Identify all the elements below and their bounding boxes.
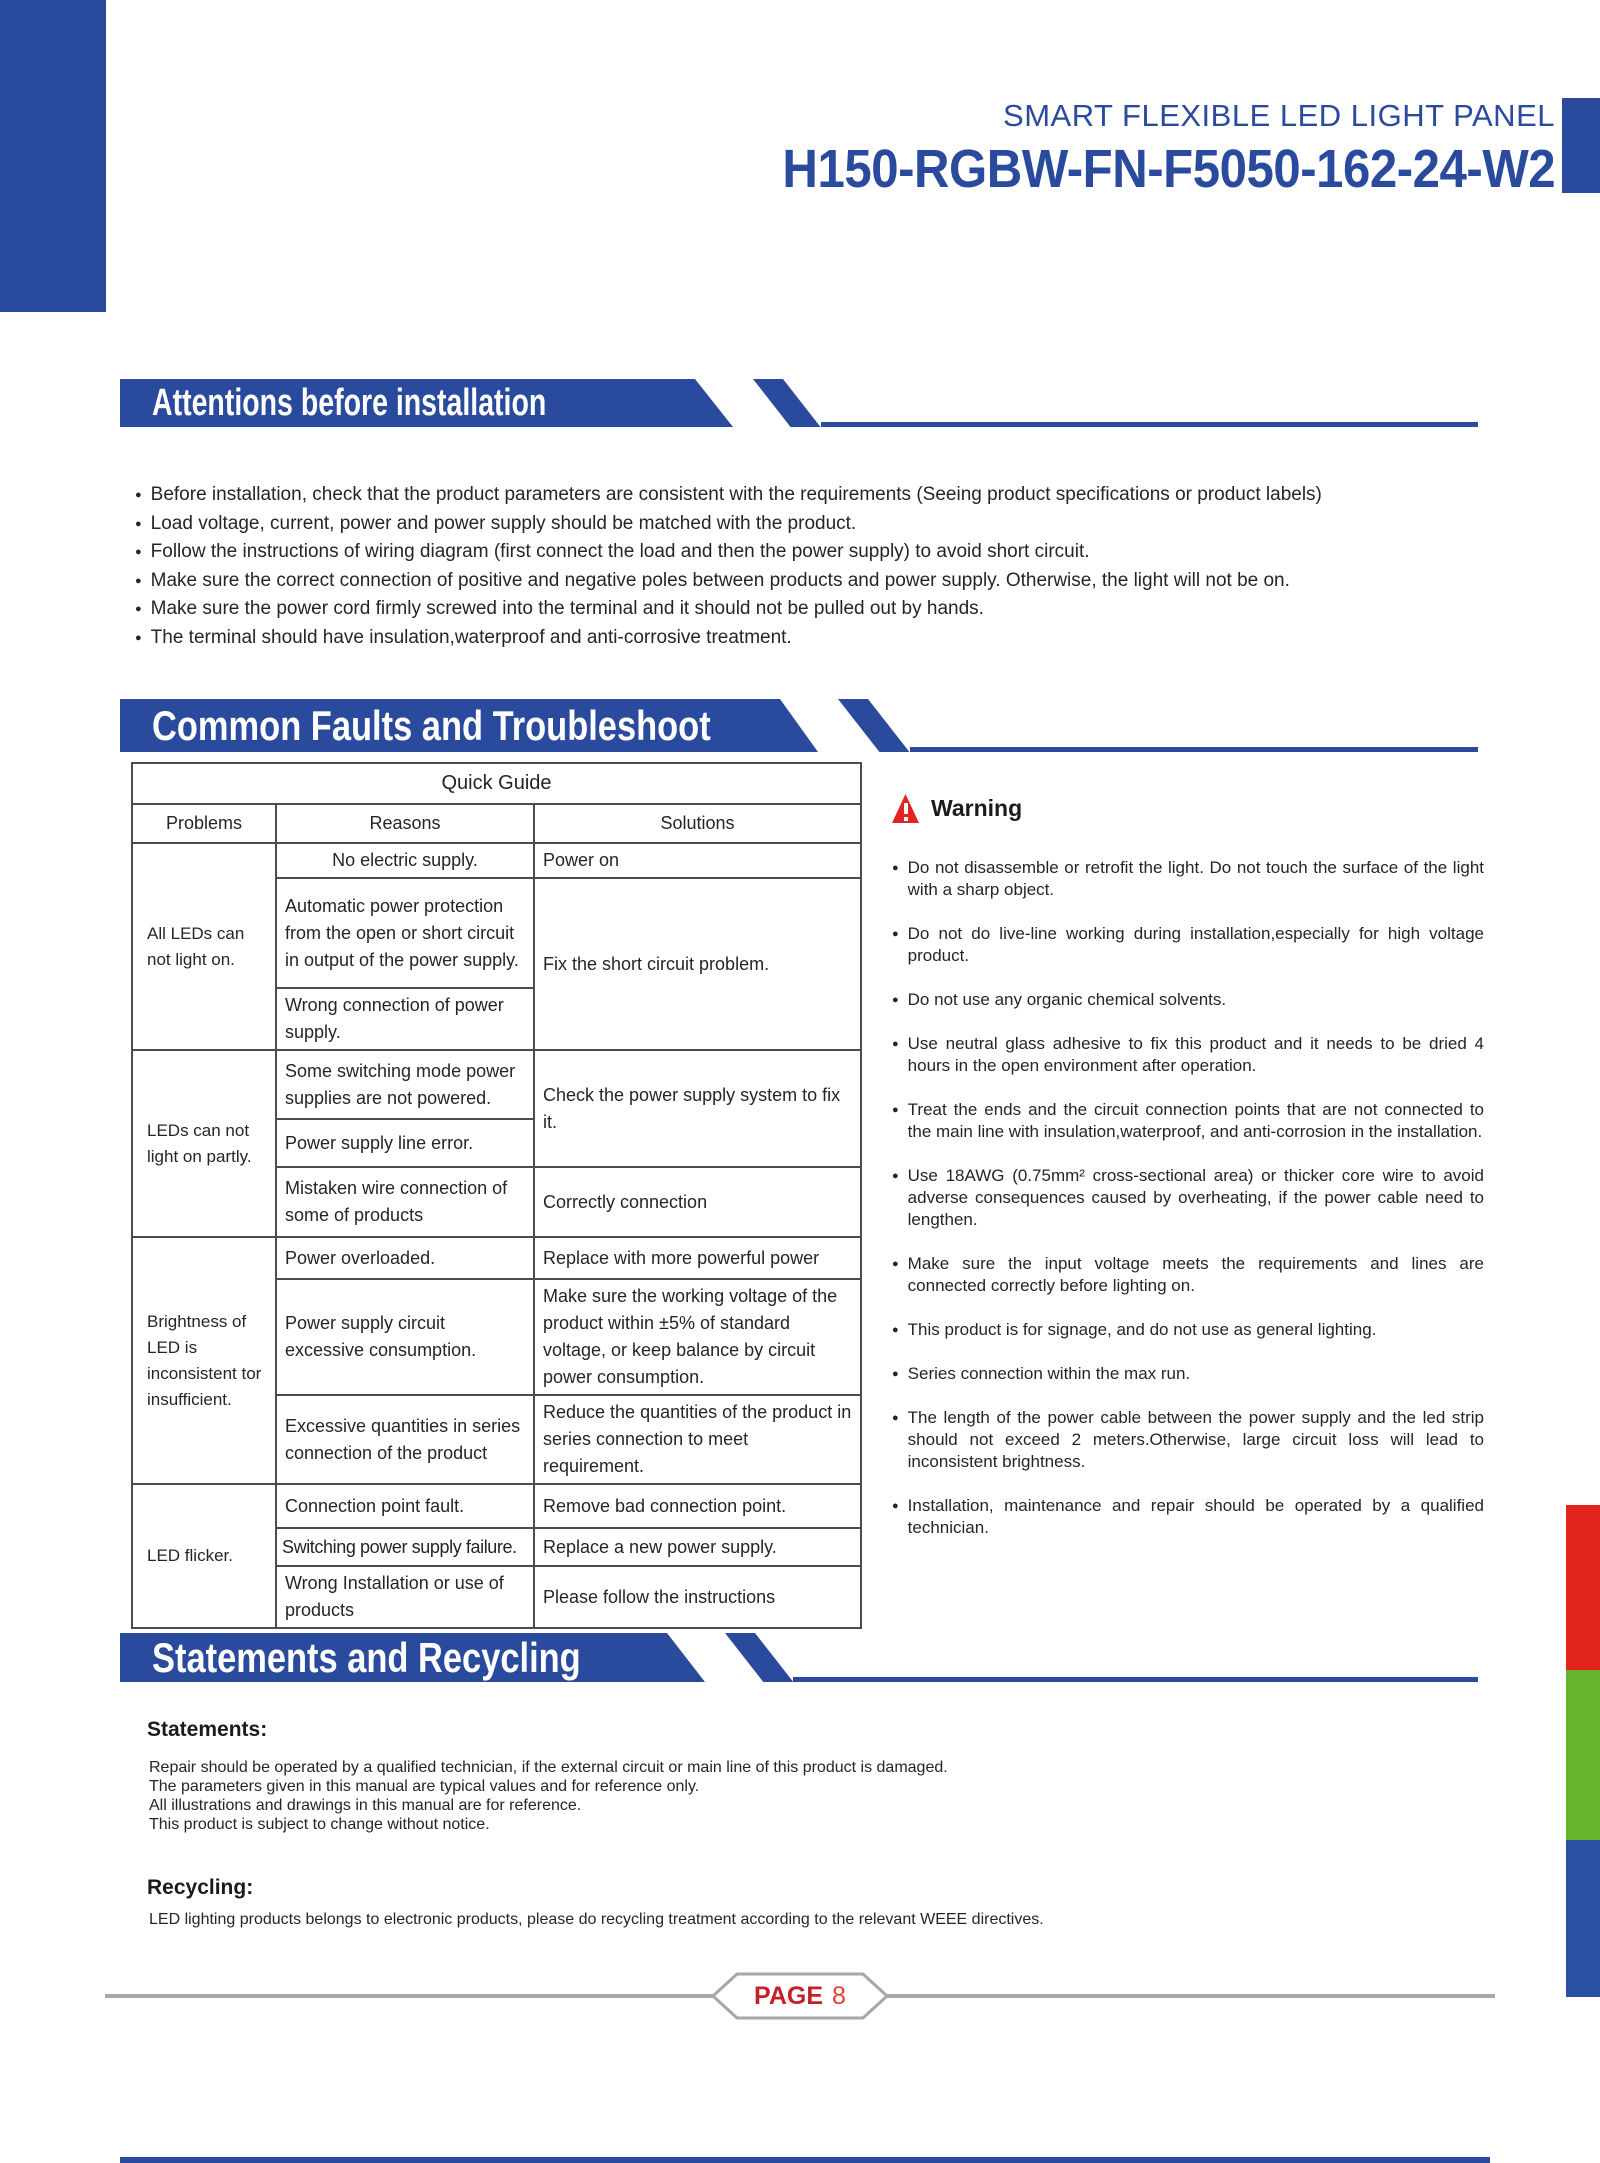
reason-cell: Switching power supply failure. (276, 1528, 534, 1566)
list-item-text: The terminal should have insulation,waterproof and anti-corrosive treatment. (150, 626, 792, 648)
statement-line: Repair should be operated by a qualified technician, if the external circuit or main line of this product is damaged. (149, 1759, 948, 1776)
bullet-icon: ● (892, 1104, 899, 1116)
page-header (706, 98, 1555, 200)
warning-item-text: Do not use any organic chemical solvents. (907, 990, 1227, 1009)
banner-underline (793, 1677, 1478, 1682)
banner-underline (821, 422, 1478, 427)
corner-accent-block (0, 0, 106, 312)
section-banner-attentions (120, 379, 1600, 427)
section-heading-statements: Statements and Recycling (152, 1633, 581, 1681)
warning-item-text: Use neutral glass adhesive to fix this product and it needs to be dried 4 hours in the open environment after operation. (907, 1034, 1484, 1075)
reason-cell: Power overloaded. (276, 1237, 534, 1279)
bullet-icon: ● (135, 489, 142, 501)
warning-header (892, 794, 1484, 823)
solution-cell: Fix the short circuit problem. (534, 878, 861, 1050)
warning-list (892, 857, 1484, 1539)
bullet-icon: ● (135, 631, 142, 644)
reason-cell: Mistaken wire connection of some of products (276, 1167, 534, 1237)
bullet-icon: ● (135, 517, 142, 530)
banner-stripe (838, 699, 909, 752)
list-item (135, 511, 1322, 540)
column-header-solutions: Solutions (534, 804, 861, 843)
warning-item (892, 1099, 1484, 1143)
statements-label: Statements: (147, 1718, 268, 1741)
list-item (135, 539, 1322, 568)
product-subtitle: SMART FLEXIBLE LED LIGHT PANEL (1003, 98, 1555, 133)
recycling-line: LED lighting products belongs to electronic products, please do recycling treatment according to the relevant WEEE directives. (149, 1911, 1044, 1928)
page-label: PAGE (754, 1981, 824, 2010)
statements-paragraphs (149, 1758, 948, 1834)
banner-stripe (725, 1633, 793, 1682)
warning-item (892, 1165, 1484, 1231)
problem-cell: All LEDs can not light on. (132, 843, 276, 1050)
warning-item (892, 857, 1484, 901)
reason-cell: Some switching mode power supplies are not powered. (276, 1050, 534, 1119)
banner-stripe (753, 379, 821, 427)
section-banner-statements (120, 1633, 1600, 1682)
list-item-text: Follow the instructions of wiring diagram (first connect the load and then the power supply) to avoid short circuit. (150, 541, 1090, 562)
statement-line: This product is subject to change without notice. (149, 1816, 490, 1833)
warning-item-text: Do not disassemble or retrofit the light. Do not touch the surface of the light with a sharp object. (907, 858, 1484, 899)
bullet-icon: ● (135, 546, 142, 558)
bullet-icon: ● (135, 603, 142, 615)
solution-cell: Remove bad connection point. (534, 1484, 861, 1528)
statement-line: The parameters given in this manual are typical values and for reference only. (149, 1778, 700, 1795)
warning-item-text: This product is for signage, and do not use as general lighting. (907, 1320, 1377, 1339)
warning-item-text: Use 18AWG (0.75mm² cross-sectional area) or thicker core wire to avoid adverse consequences caused by overheating, if the power cable need to lengthen. (907, 1166, 1484, 1229)
quick-guide-table (131, 762, 862, 1629)
warning-item-text: The length of the power cable between the power supply and the led strip should not exceed 2 meters.Otherwise, large circuit loss will lead to inconsistent brightness. (907, 1408, 1484, 1471)
solution-cell: Check the power supply system to fix it. (534, 1050, 861, 1167)
warning-item-text: Series connection within the max run. (907, 1364, 1191, 1383)
bullet-icon: ● (892, 1170, 899, 1182)
warning-item (892, 1253, 1484, 1297)
product-title: H150-RGBW-FN-F5050-162-24-W2 (782, 139, 1555, 199)
problem-cell: Brightness of LED is inconsistent tor insufficient. (132, 1237, 276, 1484)
page-badge (711, 1972, 889, 2020)
solution-cell: Make sure the working voltage of the product within ±5% of standard voltage, or keep balance by circuit power consumption. (534, 1279, 861, 1395)
solution-cell: Power on (534, 843, 861, 878)
recycling-label: Recycling: (147, 1876, 254, 1899)
list-item (135, 568, 1322, 597)
warning-item (892, 1407, 1484, 1473)
section-heading-faults: Common Faults and Troubleshoot (152, 701, 711, 749)
warning-item (892, 1363, 1484, 1385)
warning-item-text: Do not do live-line working during installation,especially for high voltage product. (907, 924, 1484, 965)
problem-cell: LEDs can not light on partly. (132, 1050, 276, 1237)
header-accent-bar (1562, 98, 1600, 193)
warning-item-text: Installation, maintenance and repair should be operated by a qualified technician. (907, 1496, 1484, 1537)
table-title: Quick Guide (132, 763, 861, 804)
bullet-icon: ● (892, 1368, 899, 1380)
statement-line: All illustrations and drawings in this manual are for reference. (149, 1797, 582, 1814)
bullet-icon: ● (135, 574, 142, 587)
warning-panel (892, 794, 1484, 1561)
warning-title: Warning (931, 795, 1023, 821)
bullet-icon: ● (892, 1412, 899, 1424)
section-heading-attentions: Attentions before installation (152, 381, 547, 424)
attentions-list (135, 482, 1322, 653)
list-item-text: Make sure the correct connection of positive and negative poles between products and power supply. Otherwise, the light will not be on. (150, 569, 1290, 591)
list-item-text: Make sure the power cord firmly screwed into the terminal and it should not be pulled out by hands. (150, 598, 984, 619)
column-header-problems: Problems (132, 804, 276, 843)
reason-cell: Wrong Installation or use of products (276, 1566, 534, 1628)
page-number: 8 (832, 1981, 846, 2010)
reason-cell: No electric supply. (276, 843, 534, 878)
color-bar-blue (1566, 1840, 1600, 1997)
solution-cell: Please follow the instructions (534, 1566, 861, 1628)
color-bar-red (1566, 1505, 1600, 1670)
list-item-text: Load voltage, current, power and power supply should be matched with the product. (150, 512, 857, 534)
list-item (135, 625, 1322, 654)
solution-cell: Reduce the quantities of the product in series connection to meet requirement. (534, 1395, 861, 1484)
reason-cell: Power supply circuit excessive consumption. (276, 1279, 534, 1395)
warning-item (892, 1495, 1484, 1539)
section-banner-faults (120, 699, 1600, 752)
color-bar-green (1566, 1670, 1600, 1840)
column-header-reasons: Reasons (276, 804, 534, 843)
warning-item-text: Make sure the input voltage meets the requirements and lines are connected correctly before lighting on. (907, 1254, 1484, 1295)
page-indicator (711, 1972, 889, 2020)
warning-item (892, 1033, 1484, 1077)
problem-cell: LED flicker. (132, 1484, 276, 1628)
warning-item (892, 923, 1484, 967)
bullet-icon: ● (892, 1038, 899, 1050)
reason-cell: Power supply line error. (276, 1119, 534, 1167)
bullet-icon: ● (892, 928, 899, 940)
recycling-paragraphs (149, 1910, 1044, 1929)
banner-underline (910, 747, 1478, 752)
list-item (135, 596, 1322, 625)
solution-cell: Replace a new power supply. (534, 1528, 861, 1566)
solution-cell: Correctly connection (534, 1167, 861, 1237)
list-item (135, 482, 1322, 511)
reason-cell: Excessive quantities in series connection of the product (276, 1395, 534, 1484)
bullet-icon: ● (892, 862, 899, 874)
warning-item-text: Treat the ends and the circuit connection points that are not connected to the main line with insulation,waterproof, and anti-corrosion in the installation. (907, 1100, 1484, 1141)
bullet-icon: ● (892, 994, 899, 1006)
bullet-icon: ● (892, 1258, 899, 1270)
next-page-edge (120, 2157, 1490, 2163)
bullet-icon: ● (892, 1324, 899, 1336)
reason-cell: Automatic power protection from the open or short circuit in output of the power supply. (276, 878, 534, 988)
warning-item (892, 989, 1484, 1011)
bullet-icon: ● (892, 1500, 899, 1512)
reason-cell: Wrong connection of power supply. (276, 988, 534, 1050)
reason-cell: Connection point fault. (276, 1484, 534, 1528)
solution-cell: Replace with more powerful power (534, 1237, 861, 1279)
warning-item (892, 1319, 1484, 1341)
warning-triangle-icon (892, 794, 919, 823)
list-item-text: Before installation, check that the product parameters are consistent with the requirements (Seeing product specifications or product labels) (150, 484, 1322, 505)
